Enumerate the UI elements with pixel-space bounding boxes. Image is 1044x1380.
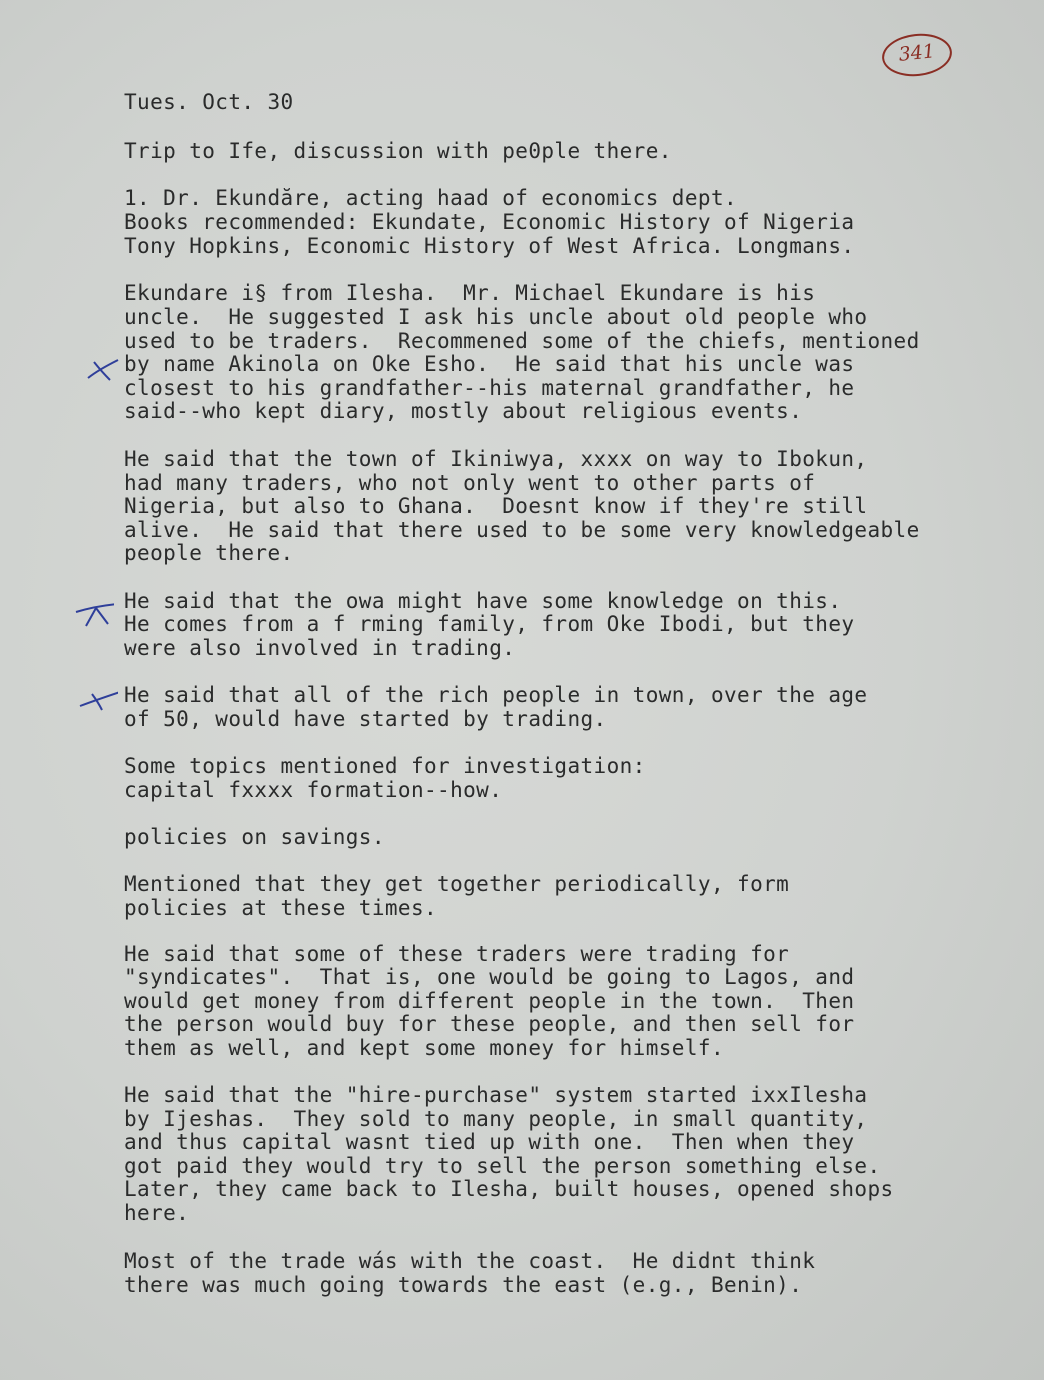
text-line: got paid they would try to sell the person something else. bbox=[124, 1154, 881, 1178]
text-line: here. bbox=[124, 1201, 190, 1225]
text-line: Nigeria, but also to Ghana. Doesnt know if they're still bbox=[124, 494, 868, 518]
text-line: by Ijeshas. They sold to many people, in small quantity, bbox=[124, 1107, 868, 1131]
text-line: He comes from a f rming family, from Oke Ibodi, but they bbox=[124, 612, 855, 636]
text-line: closest to his grandfather--his maternal grandfather, he bbox=[124, 376, 855, 400]
text-line: "syndicates". That is, one would be going to Lagos, and bbox=[124, 965, 855, 989]
text-line: 1. Dr. Ekundăre, acting haad of economics dept. bbox=[124, 186, 738, 210]
text-line: policies on savings. bbox=[124, 825, 385, 849]
page-number: 341 bbox=[897, 40, 936, 66]
text-line: He said that some of these traders were trading for bbox=[124, 942, 790, 966]
text-line: the person would buy for these people, and then sell for bbox=[124, 1012, 855, 1036]
text-line: He said that the town of Ikiniwya, xxxx on way to Ibokun, bbox=[124, 447, 868, 471]
margin-check-mark-3 bbox=[78, 686, 118, 714]
margin-check-mark-2 bbox=[74, 602, 114, 630]
text-line: Later, they came back to Ilesha, built houses, opened shops bbox=[124, 1177, 894, 1201]
text-line: alive. He said that there used to be some very knowledgeable bbox=[124, 518, 920, 542]
text-line: capital fxxxx formation--how. bbox=[124, 778, 503, 802]
date-line: Tues. Oct. 30 bbox=[124, 90, 294, 114]
text-line: He said that all of the rich people in town, over the age bbox=[124, 683, 868, 707]
text-line: said--who kept diary, mostly about religious events. bbox=[124, 399, 803, 423]
text-line: Mentioned that they get together periodically, form bbox=[124, 872, 790, 896]
text-line: and thus capital wasnt tied up with one. Then when they bbox=[124, 1130, 855, 1154]
text-line: used to be traders. Recommened some of the chiefs, mentioned bbox=[124, 329, 920, 353]
text-line: of 50, would have started by trading. bbox=[124, 707, 607, 731]
text-line: there was much going towards the east (e.g., Benin). bbox=[124, 1273, 803, 1297]
text-line: Most of the trade wás with the coast. He didnt think bbox=[124, 1249, 816, 1273]
text-line: Some topics mentioned for investigation: bbox=[124, 754, 646, 778]
margin-check-mark-1 bbox=[84, 356, 124, 384]
text-line: by name Akinola on Oke Esho. He said that his uncle was bbox=[124, 352, 855, 376]
text-line: uncle. He suggested I ask his uncle about old people who bbox=[124, 305, 868, 329]
text-line: Tony Hopkins, Economic History of West Africa. Longmans. bbox=[124, 234, 855, 258]
text-line: Books recommended: Ekundate, Economic History of Nigeria bbox=[124, 210, 855, 234]
page-number-circle bbox=[880, 30, 954, 79]
text-line: had many traders, who not only went to other parts of bbox=[124, 471, 816, 495]
text-line: He said that the "hire-purchase" system started ixxIlesha bbox=[124, 1083, 868, 1107]
text-line: people there. bbox=[124, 541, 294, 565]
text-line: would get money from different people in the town. Then bbox=[124, 989, 855, 1013]
text-line: them as well, and kept some money for himself. bbox=[124, 1036, 724, 1060]
text-line: policies at these times. bbox=[124, 896, 438, 920]
text-line: He said that the owa might have some knowledge on this. bbox=[124, 589, 842, 613]
text-line: Ekundare i§ from Ilesha. Mr. Michael Ekundare is his bbox=[124, 281, 816, 305]
trip-line: Trip to Ife, discussion with pe0ple there. bbox=[124, 139, 672, 163]
text-line: were also involved in trading. bbox=[124, 636, 516, 660]
